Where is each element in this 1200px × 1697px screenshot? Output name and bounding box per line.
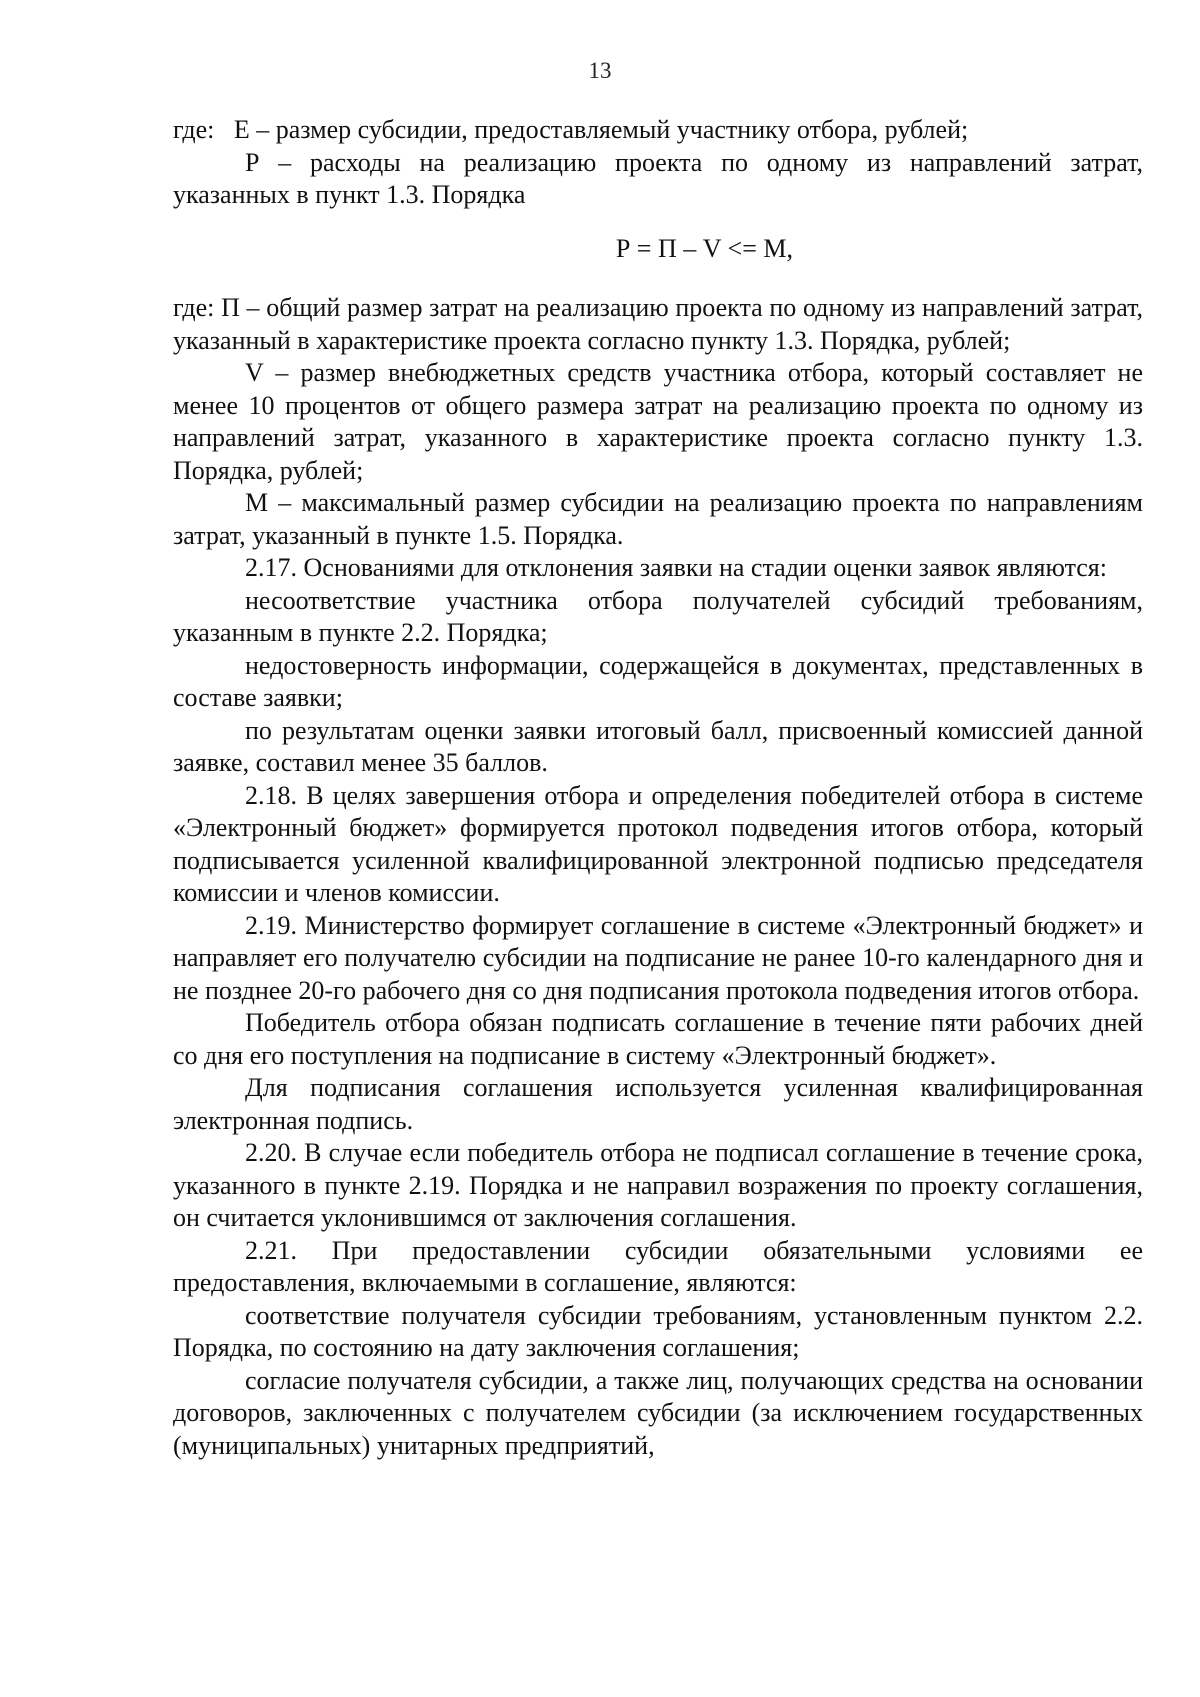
condition-2: согласие получателя субсидии, а также лиц, получающих средства на основании договоров, заключенных с получателем субсидии (за исключением государственных (муниципальных) унитарных предприятий, [173,1365,1143,1460]
clause-2-20: 2.20. В случае если победитель отбора не подписал соглашение в течение срока, указанного в пункте 2.19. Порядка и не направил возражения по проекту соглашения, он считается уклонившимся от заключения соглашения. [173,1138,1143,1232]
winner-obligation: Победитель отбора обязан подписать соглашение в течение пяти рабочих дней со дня его поступления на подписание в систему «Электронный бюджет». [173,1008,1143,1070]
clause-2-19: 2.19. Министерство формирует соглашение в системе «Электронный бюджет» и направляет его получателю субсидии на подписание не ранее 10-го календарного дня и не позднее 20-го рабочего дня со дня подписания протокола подведения итогов отбора. [173,910,1143,1005]
definition-v: V – размер внебюджетных средств участника отбора, который составляет не менее 10 процентов от общего размера затрат на реализацию проекта по одному из направлений затрат, указанного в характеристике проекта согласно пункту 1.3. Порядка, рублей; [173,358,1143,485]
definition-m: М – максимальный размер субсидии на реализацию проекта по направлениям затрат, указанный в пункте 1.5. Порядка. [173,488,1143,550]
condition-1: соответствие получателя субсидии требованиям, установленным пунктом 2.2. Порядка, по состоянию на дату заключения соглашения; [173,1300,1143,1362]
formula: Р = П – V <= М, [615,233,793,263]
definition-p: Р – расходы на реализацию проекта по одному из направлений затрат, указанных в пункт 1.3. Порядка [173,147,1143,209]
rejection-reason-2: недостоверность информации, содержащейся в документах, представленных в составе заявки; [173,650,1143,712]
rejection-reason-3: по результатам оценки заявки итоговый балл, присвоенный комиссией данной заявке, составил менее 35 баллов. [173,715,1143,777]
document-body [173,114,1143,1462]
rejection-reason-1: несоответствие участника отбора получателей субсидий требованиям, указанным в пункте 2.2. Порядка; [173,585,1143,647]
clause-2-21: 2.21. При предоставлении субсидии обязательными условиями ее предоставления, включаемыми в соглашение, являются: [173,1235,1143,1297]
page-number: 13 [588,58,612,83]
clause-2-18: 2.18. В целях завершения отбора и определения победителей отбора в системе «Электронный бюджет» формируется протокол подведения итогов отбора, который подписывается усиленной квалифицированной электронной подписью председателя комиссии и членов комиссии. [173,780,1143,907]
signature-requirement: Для подписания соглашения используется усиленная квалифицированная электронная подпись. [173,1073,1143,1135]
clause-2-17: 2.17. Основаниями для отклонения заявки на стадии оценки заявок являются: [245,553,1107,582]
definition-pi: где: П – общий размер затрат на реализацию проекта по одному из направлений затрат, указанный в характеристике проекта согласно пункту 1.3. Порядка, рублей; [173,293,1143,355]
definition-e: где: Е – размер субсидии, предоставляемый участнику отбора, рублей; [173,115,969,144]
